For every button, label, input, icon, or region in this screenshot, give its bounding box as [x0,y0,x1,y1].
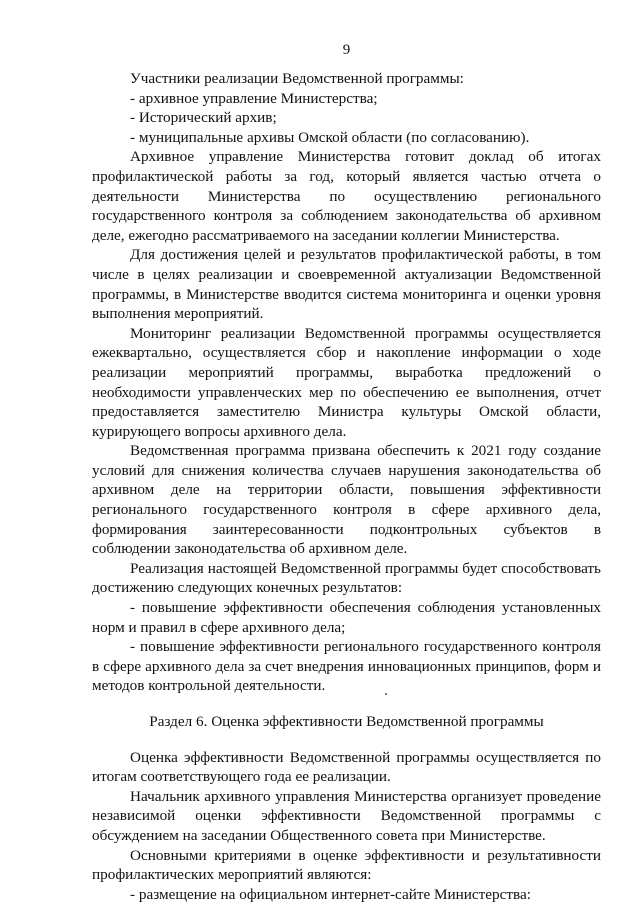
text-line: Основными критериями в оценке эффективности и результативности [130,846,601,864]
text-line: выполнения мероприятий. [92,305,264,323]
text-line: норм и правил в сфере архивного дела; [92,618,346,636]
criteria-paragraph [92,846,601,885]
list-item: - муниципальные архивы Омской области (по согласованию). [130,128,530,146]
evaluation-paragraph [92,748,601,787]
text-line: Оценка эффективности Ведомственной программы осуществляется по [130,748,601,766]
text-line: итогам соответствующего года ее реализации. [92,768,391,786]
results-intro-paragraph [92,559,601,598]
text-line: методов контрольной деятельности. [92,677,326,695]
section-heading: Раздел 6. Оценка эффективности Ведомственной программы [149,713,544,730]
independent-evaluation-paragraph [92,787,601,846]
list-item: - размещение на официальном интернет-сайте Министерства: [130,885,531,903]
text-line: Мониторинг реализации Ведомственной программы осуществляется [130,324,601,342]
text-line: предоставляется заместителю Министра культуры Омской области, [92,403,601,421]
list-item: - архивное управление Министерства; [130,89,378,107]
text-line: необходимости управленческих мер по обеспечению ее выполнения, отчет [92,383,601,401]
text-line: регионального государственного контроля в сфере архивного дела, [92,501,601,519]
text-line: государственного контроля за соблюдением законодательства об архивном [92,207,601,225]
text-line: формирования заинтересованности подконтрольных субъектов в [92,520,601,538]
text-line: числе в целях реализации и своевременной актуализации Ведомственной [92,265,601,283]
list-item: - Исторический архив; [130,109,277,127]
text-line: условий для снижения количества случаев нарушения законодательства об [92,461,601,479]
text-line: реализации мероприятий программы, выработка предложений о [92,363,601,381]
text-line: профилактической работы за год, который является частью отчета о [92,167,601,185]
text-line: в сфере архивного дела за счет внедрения инновационных принципов, форм и [92,657,601,675]
document-body [92,69,601,904]
monitoring-intro-paragraph [92,245,601,323]
text-line: Реализация настоящей Ведомственной программы будет способствовать [130,559,601,577]
text-line: Для достижения целей и результатов профилактической работы, в том [130,246,601,264]
text-line: обсуждением на заседании Общественного совета при Министерстве. [92,826,546,844]
text-line: независимой оценки эффективности Ведомственной программы с [92,807,601,825]
text-line: соблюдении законодательства об архивном деле. [92,540,408,558]
text-line: архивном деле на территории области, повышения эффективности [92,481,601,499]
participants-paragraph [92,69,601,147]
text-line: Архивное управление Министерства готовит доклад об итогах [130,148,601,166]
list-item: - повышение эффективности обеспечения соблюдения установленных [130,599,601,617]
text-line: достижению следующих конечных результатов: [92,579,403,597]
text-line: Начальник архивного управления Министерства организует проведение [130,787,601,805]
report-paragraph [92,147,601,245]
text-line: деятельности Министерства по осуществлению регионального [92,187,601,205]
text-line: ежеквартально, осуществляется сбор и накопление информации о ходе [92,344,601,362]
list-item: - повышение эффективности регионального государственного контроля [130,638,601,656]
text-line: курирующего вопросы архивного дела. [92,422,347,440]
goals-paragraph [92,441,601,559]
text-line: деле, ежегодно рассматриваемого на заседании коллегии Министерства. [92,226,560,244]
result-item-2 [92,637,601,696]
monitoring-paragraph [92,324,601,442]
scan-speck [385,693,387,695]
text-line: Ведомственная программа призвана обеспечить к 2021 году создание [130,442,601,460]
text-line: Участники реализации Ведомственной программы: [130,70,464,87]
result-item-1 [92,598,601,637]
criteria-item [92,885,601,905]
text-line: программы, в Министерстве вводится система мониторинга и оценки уровня [92,285,601,303]
text-line: профилактических мероприятий являются: [92,866,372,884]
page-number: 9 [342,42,351,58]
